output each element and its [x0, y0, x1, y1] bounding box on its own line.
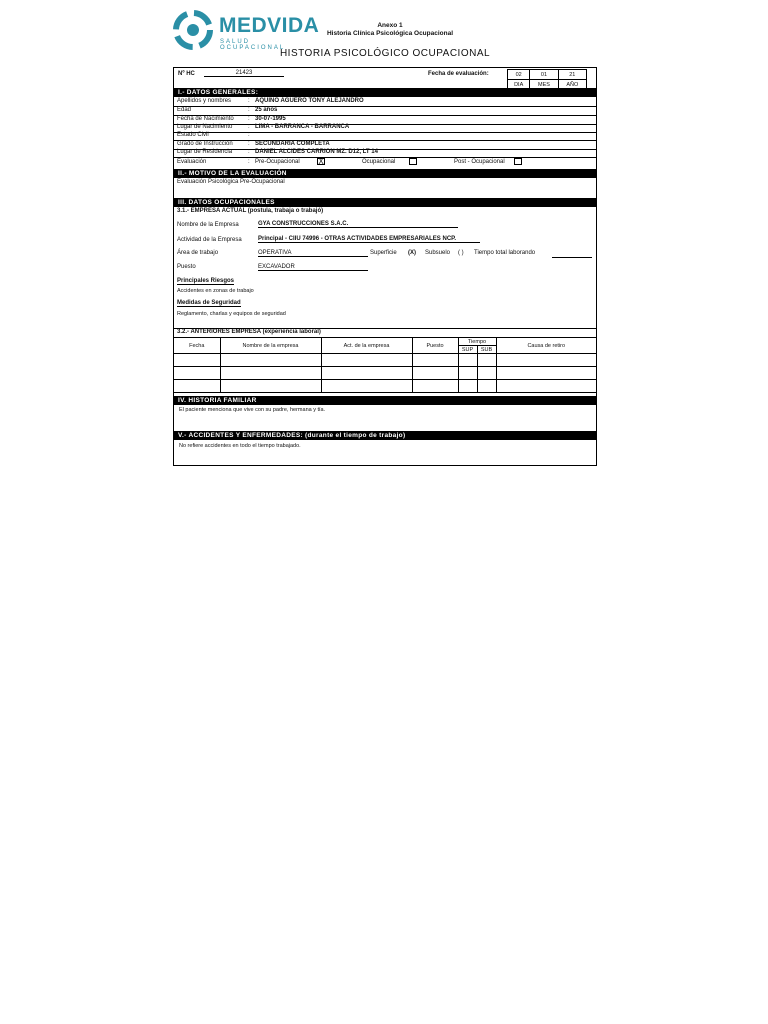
col-company-header: Nombre de la empresa [220, 338, 321, 354]
education-label: Grado de Instrucción [177, 141, 233, 147]
previous-companies-title: 3.2.- ANTERIORES EMPRESA (experiencia laboral) [177, 329, 321, 335]
company-activity-label: Actividad de la Empresa [177, 237, 242, 243]
row-divider [174, 115, 596, 116]
col-sup-header: SUP [458, 346, 477, 354]
full-name-value: AQUINO AGUERO TONY ALEJANDRO [255, 98, 364, 104]
annex-label: Anexo 1 [377, 22, 403, 29]
colon: : [248, 124, 250, 130]
col-date-header: Fecha [174, 338, 220, 354]
table-row [174, 354, 596, 367]
safety-label: Medidas de Seguridad [177, 300, 241, 306]
table-row [174, 380, 596, 393]
psychology-form [173, 67, 597, 466]
company-activity-value: Principal - CIIU 74996 - OTRAS ACTIVIDADES EMPRESARIALES NCP. [258, 236, 480, 243]
medvida-logo [172, 10, 320, 52]
birth-date-value: 30-07-1995 [255, 116, 286, 122]
colon: : [248, 149, 250, 155]
current-company-title: 3.1.- EMPRESA ACTUAL (postula, trabaja o trabajó) [177, 208, 324, 214]
section-family-title: IV. HISTORIA FAMILIAR [174, 396, 596, 405]
full-name-label: Apellidos y nombres [177, 98, 232, 104]
section-accidents-title: V.- ACCIDENTES Y ENFERMEDADES: (durante el tiempo de trabajo) [174, 431, 596, 440]
risks-label: Principales Riesgos [177, 278, 235, 284]
annex-subtitle: Historia Clínica Psicológica Ocupacional [326, 30, 454, 37]
birth-place-value: LIMA - BARRANCA - BARRANCA [255, 124, 350, 130]
day-value: 02 [508, 70, 530, 80]
accidents-text: No refiere accidentes en todo el tiempo trabajado. [179, 443, 301, 449]
hc-label: Nº HC [178, 71, 195, 77]
brand-name: MEDVIDA [219, 14, 320, 37]
row-divider [174, 132, 596, 133]
post-occupational-checkbox[interactable] [514, 158, 522, 165]
pre-occupational-label: Pre-Ocupacional [255, 159, 300, 165]
pre-occupational-checkbox[interactable]: X [318, 157, 324, 166]
evaluation-label: Evaluación [177, 159, 207, 165]
company-name-label: Nombre de la Empresa [177, 222, 239, 228]
brand-subtitle: SALUD OCUPACIONAL [220, 39, 286, 51]
col-activity-header: Act. de la empresa [321, 338, 412, 354]
date-label: Fecha de evaluación: [428, 71, 489, 77]
colon: : [248, 141, 250, 147]
risks-value: Accidentes en zonas de trabajo [177, 288, 254, 294]
underground-label: Subsuelo [425, 250, 451, 256]
row-divider [174, 149, 596, 150]
row-divider [174, 157, 596, 158]
colon: : [248, 116, 250, 122]
month-value: 01 [530, 70, 558, 80]
row-divider [174, 106, 596, 107]
total-time-value [552, 250, 592, 258]
previous-companies-table [174, 337, 596, 393]
section-motive-title: II.- MOTIVO DE LA EVALUACIÓN [174, 169, 596, 178]
month-label: MES [530, 80, 558, 90]
day-label: DIA [508, 80, 530, 90]
surface-mark[interactable]: (X) [408, 250, 416, 256]
underground-mark[interactable]: ( ) [458, 250, 464, 256]
colon: : [248, 159, 250, 165]
hc-number: 21423 [204, 70, 284, 77]
year-label: AÑO [558, 80, 586, 90]
row-divider [174, 124, 596, 125]
year-value: 21 [558, 70, 586, 80]
surface-label: Superficie [370, 250, 397, 256]
page-title: HISTORIA PSICOLÓGICO OCUPACIONAL [279, 48, 491, 59]
position-value: EXCAVADOR [258, 264, 368, 271]
colon: : [248, 132, 250, 138]
date-box [507, 69, 587, 90]
birth-place-label: Lugar de Nacimiento [177, 124, 233, 130]
colon: : [248, 107, 250, 113]
total-time-label: Tiempo total laborando [474, 250, 536, 256]
safety-value: Reglamento, charlas y equipos de seguridad [177, 311, 286, 317]
row-divider [174, 140, 596, 141]
residence-label: Lugar de Residencia [177, 149, 233, 155]
birth-date-label: Fecha de Nacimiento [177, 116, 234, 122]
age-value: 25 años [255, 107, 278, 113]
post-occupational-label: Post - Ocupacional [454, 159, 505, 165]
section-general-title: I.- DATOS GENERALES: [174, 88, 596, 97]
col-sub-header: SUB [477, 346, 496, 354]
company-name-value: GYA CONSTRUCCIONES S.A.C. [258, 221, 458, 228]
col-position-header: Puesto [412, 338, 458, 354]
col-reason-header: Causa de retiro [496, 338, 596, 354]
medvida-logo-icon [172, 10, 214, 50]
family-text: El paciente menciona que vive con su padre, hermana y tía. [179, 407, 326, 413]
civil-status-label: Estado Civil [177, 132, 209, 138]
motive-text: Evaluación Psicológica Pre-Ocupacional [177, 179, 285, 185]
colon: : [248, 98, 250, 104]
position-label: Puesto [177, 264, 196, 270]
education-value: SECUNDARIA COMPLETA [255, 141, 330, 147]
col-time-header: Tiempo [458, 338, 496, 346]
residence-value: DANIEL ALCIDES CARRION MZ. D12, LT 14 [255, 149, 378, 155]
table-row [174, 367, 596, 380]
work-area-label: Área de trabajo [177, 250, 219, 256]
age-label: Edad [177, 107, 192, 113]
occupational-checkbox[interactable] [409, 158, 417, 165]
occupational-label: Ocupacional [362, 159, 396, 165]
section-occupational-title: III. DATOS OCUPACIONALES [174, 198, 596, 207]
work-area-value: OPERATIVA [258, 250, 368, 257]
